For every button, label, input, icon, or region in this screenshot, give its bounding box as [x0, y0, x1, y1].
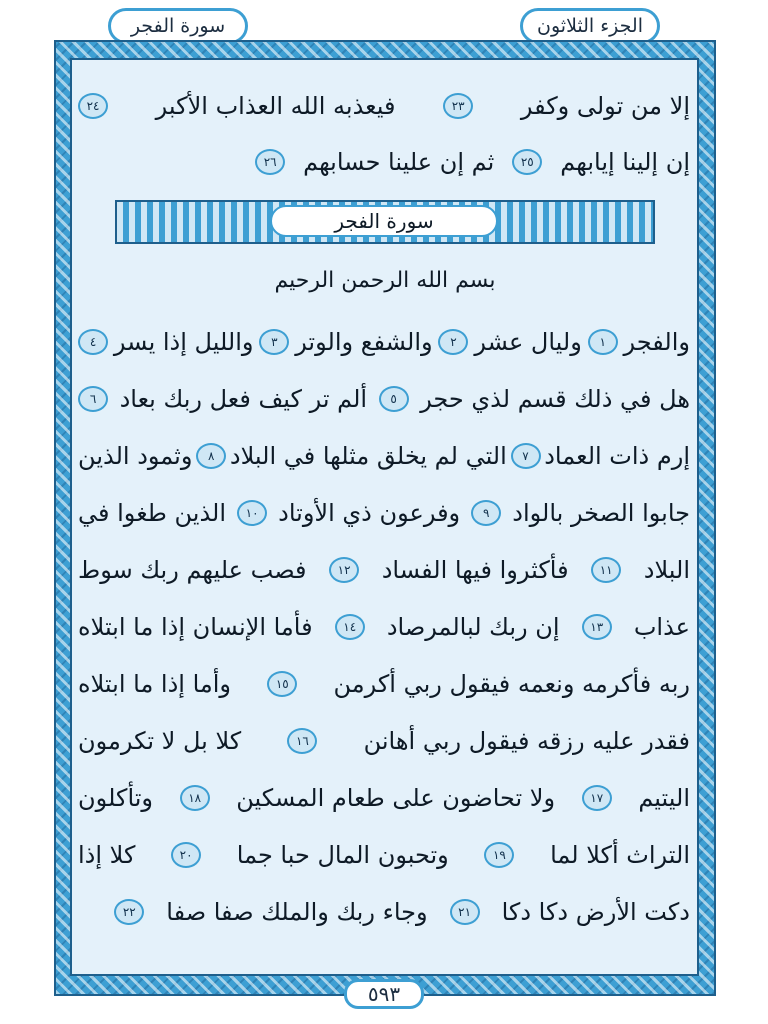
verse-text: وليال عشر: [474, 328, 582, 356]
ayah-number-marker: ٢٣: [443, 93, 473, 119]
verse-text: ربه فأكرمه ونعمه فيقول ربي أكرمن: [333, 670, 690, 698]
ayah-number-marker: ٨: [196, 443, 226, 469]
ayah-number-marker: ٢٠: [171, 842, 201, 868]
verse-text: وتحبون المال حبا جما: [236, 841, 449, 869]
ayah-number-marker: ٢٥: [512, 149, 542, 175]
verse-line: [78, 548, 690, 592]
verse-text: التراث أكلا لما: [550, 841, 690, 869]
verse-text: ثم إن علينا حسابهم: [303, 148, 495, 176]
verse-text: وثمود الذين: [78, 442, 193, 470]
ayah-number-marker: ٤: [78, 329, 108, 355]
verse-text: فأما الإنسان إذا ما ابتلاه: [78, 613, 313, 641]
verse-text: وأما إذا ما ابتلاه: [78, 670, 232, 698]
ayah-number-marker: ١٢: [329, 557, 359, 583]
ayah-number-marker: ٢٤: [78, 93, 108, 119]
verse-line: [78, 833, 690, 877]
verse-line: [78, 140, 690, 184]
ayah-number-marker: ٩: [471, 500, 501, 526]
verse-line: [78, 776, 690, 820]
verse-line: [78, 84, 690, 128]
ayah-number-marker: ٢٢: [114, 899, 144, 925]
verse-text: فصب عليهم ربك سوط: [78, 556, 307, 584]
verse-line: [78, 719, 690, 763]
ayah-number-marker: ١٨: [180, 785, 210, 811]
verse-line: [78, 890, 690, 934]
surah-label: الجزء الثلاثون: [520, 8, 660, 44]
verse-text: الذين طغوا في: [78, 499, 227, 527]
verse-text: كلا إذا: [78, 841, 136, 869]
ayah-number-marker: ٥: [379, 386, 409, 412]
verse-text: والشفع والوتر: [295, 328, 433, 356]
ayah-number-marker: ١٦: [287, 728, 317, 754]
ayah-number-marker: ١٣: [582, 614, 612, 640]
verse-text: إن إلينا إيابهم: [560, 148, 690, 176]
verse-text: وفرعون ذي الأوتاد: [278, 499, 461, 527]
ayah-number-marker: ١: [588, 329, 618, 355]
verse-text: ألم تر كيف فعل ربك بعاد: [119, 385, 368, 413]
verse-text: إن ربك لبالمرصاد: [386, 613, 560, 641]
verse-text: فيعذبه الله العذاب الأكبر: [155, 92, 396, 120]
verse-text: جابوا الصخر بالواد: [512, 499, 690, 527]
verse-text: البلاد: [643, 556, 690, 584]
juz-label: سورة الفجر: [108, 8, 248, 44]
ayah-number-marker: ٢٦: [255, 149, 285, 175]
verse-text: والليل إذا يسر: [113, 328, 254, 356]
surah-banner-title: سورة الفجر: [270, 205, 498, 237]
ayah-number-marker: ٦: [78, 386, 108, 412]
verse-text: إرم ذات العماد: [544, 442, 690, 470]
verse-line: [78, 320, 690, 364]
verse-text: اليتيم: [638, 784, 690, 812]
ayah-number-marker: ١٤: [335, 614, 365, 640]
ayah-number-marker: ٢١: [450, 899, 480, 925]
page-number: ٥٩٣: [344, 979, 424, 1009]
verse-text: هل في ذلك قسم لذي حجر: [420, 385, 690, 413]
verse-text: وتأكلون: [78, 784, 154, 812]
ayah-number-marker: ١٥: [267, 671, 297, 697]
ayah-number-marker: ١١: [591, 557, 621, 583]
ayah-number-marker: ١٧: [582, 785, 612, 811]
verse-text: دكت الأرض دكا دكا: [501, 898, 690, 926]
verse-text: إلا من تولى وكفر: [520, 92, 690, 120]
verse-text: عذاب: [633, 613, 690, 641]
verse-line: [78, 662, 690, 706]
ayah-number-marker: ١٠: [237, 500, 267, 526]
verse-text: التي لم يخلق مثلها في البلاد: [229, 442, 507, 470]
verse-text: وجاء ربك والملك صفا صفا: [166, 898, 428, 926]
verse-line: [78, 377, 690, 421]
ayah-number-marker: ٧: [511, 443, 541, 469]
ayah-number-marker: ٢: [438, 329, 468, 355]
ayah-number-marker: ٣: [259, 329, 289, 355]
basmala: بسم الله الرحمن الرحيم: [274, 268, 496, 293]
verse-line: [78, 434, 690, 478]
verse-line: [78, 491, 690, 535]
ayah-number-marker: ١٩: [484, 842, 514, 868]
verse-text: كلا بل لا تكرمون: [78, 727, 242, 755]
verse-text: فقدر عليه رزقه فيقول ربي أهانن: [363, 727, 690, 755]
verse-text: ولا تحاضون على طعام المسكين: [236, 784, 556, 812]
verse-text: والفجر: [623, 328, 690, 356]
verse-text: فأكثروا فيها الفساد: [381, 556, 569, 584]
verse-line: [78, 605, 690, 649]
